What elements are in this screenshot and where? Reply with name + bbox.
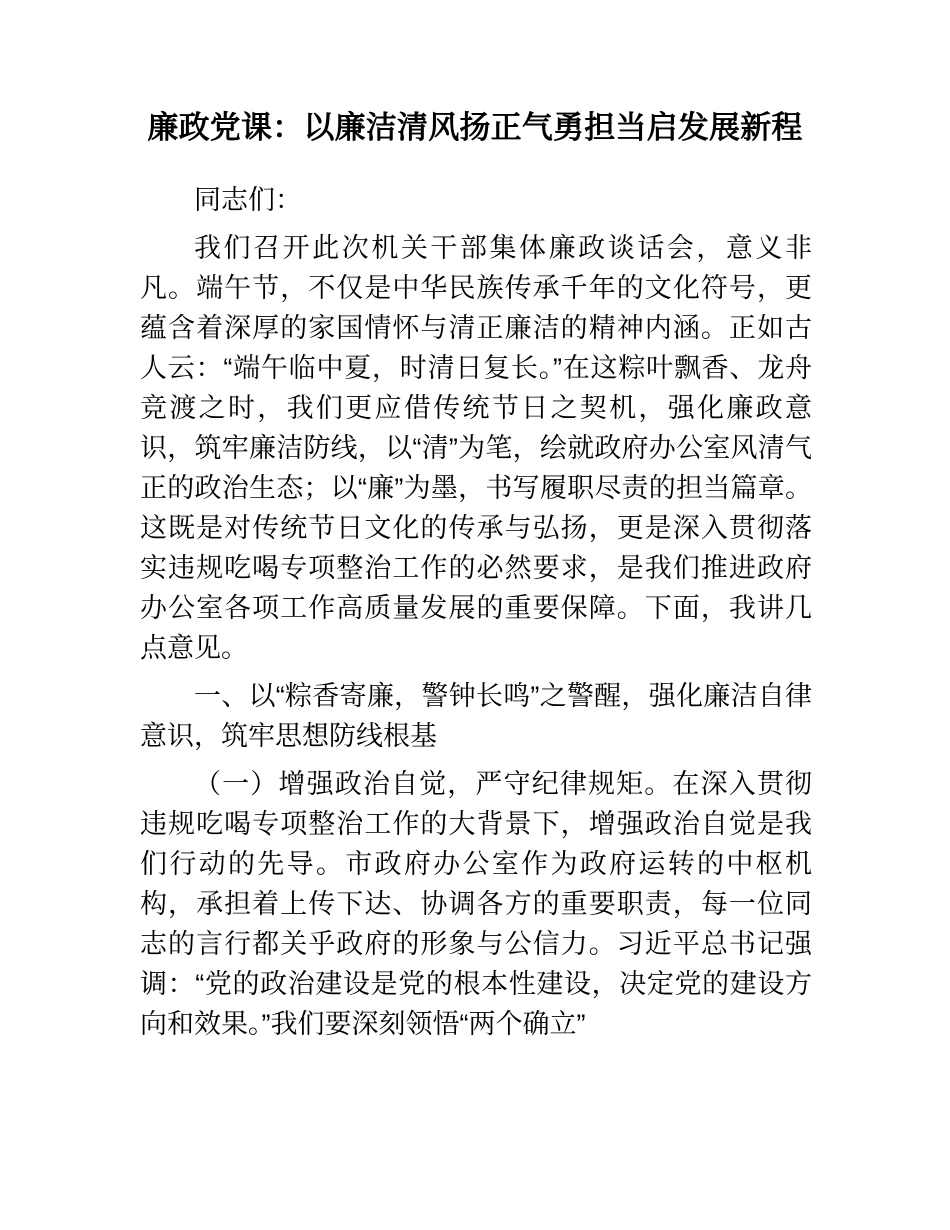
paragraph-subsection-one-one: （一）增强政治自觉，严守纪律规矩。在深入贯彻违规吃喝专项整治工作的大背景下，增强政治自觉是我们行动的先导。市政府办公室作为政府运转的中枢机构，承担着上传下达、协调各方的重要职责，每一位同志的言行都关乎政府的形象与公信力。习近平总书记强调：“党的政治建设是党的根本性建设，决定党的建设方向和效果。”我们要深刻领悟“两个确立” [140,769,812,1039]
document-body [140,180,812,1044]
page-title: 廉政党课：以廉洁清风扬正气勇担当启发展新程 [147,110,803,145]
section-heading-one: 一、以“粽香寄廉，警钟长鸣”之警醒，强化廉洁自律意识，筑牢思想防线根基 [140,681,812,751]
salutation: 同志们： [194,185,302,215]
paragraph-opening: 我们召开此次机关干部集体廉政谈话会，意义非凡。端午节，不仅是中华民族传承千年的文化符号，更蕴含着深厚的家国情怀与清正廉洁的精神内涵。正如古人云：“端午临中夏，时清日复长。”在这粽叶飘香、龙舟竞渡之时，我们更应借传统节日之契机，强化廉政意识，筑牢廉洁防线，以“清”为笔，绘就政府办公室风清气正的政治生态；以“廉”为墨，书写履职尽责的担当篇章。这既是对传统节日文化的传承与弘扬，更是深入贯彻落实违规吃喝专项整治工作的必然要求，是我们推进政府办公室各项工作高质量发展的重要保障。下面，我讲几点意见。 [140,233,812,663]
